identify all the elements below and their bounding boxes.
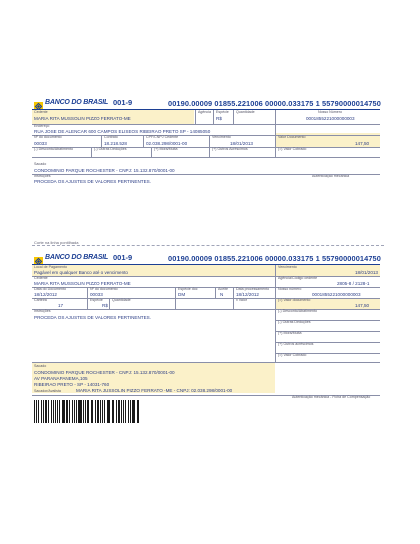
- instrucoes-value-slip: PROCEDA OS AJUSTES DE VALORES PERTINENTES.: [34, 315, 152, 320]
- instrucoes-label: Instruções: [34, 174, 51, 178]
- agencia-codigo-value: 2805-8 / 2128-1: [337, 281, 370, 286]
- col-rule: [275, 110, 276, 124]
- barcode-bar: [139, 400, 140, 423]
- data-processamento-label: Data processamento: [236, 287, 270, 291]
- col-rule: [209, 135, 210, 147]
- nosso-numero-label-slip: Nosso número: [278, 287, 302, 291]
- nosso-numero-value-slip: 0001855221000000003: [312, 292, 361, 297]
- col-rule: [101, 135, 102, 147]
- vencimento-value: 18/01/2013: [230, 141, 253, 146]
- especie-doc-value: DM: [178, 292, 186, 297]
- cedente-value: MARIA RITA MUSSOLIN PIZZO FERRATO-ME: [34, 116, 131, 121]
- bank-symbol-icon: [34, 98, 43, 107]
- sacado-value: CONDOMINIO PARQUE ROCHESTER - CNPJ: 15.132.870/0001-00: [34, 168, 175, 173]
- col-rule: [175, 287, 176, 309]
- outras-deducoes-label-slip: (-) Outras Deduções: [278, 320, 311, 324]
- valor-cobrado-label-slip: (=) Valor Cobrado: [278, 353, 307, 357]
- autenticacao-label-slip: Autenticação mecânica - Ficha de Compensação: [292, 395, 371, 399]
- sacado-line-3: RIBEIRAO PRETO - SP - 14031-760: [34, 382, 110, 387]
- col-rule: [151, 147, 152, 157]
- instrucoes-value: PROCEDA OS AJUSTES DE VALORES PERTINENTES.: [34, 179, 152, 184]
- aceite-value: N: [220, 292, 224, 297]
- num-documento-label: Nº do documento: [34, 135, 62, 139]
- nosso-numero-value: 0001855221000000003: [306, 116, 355, 121]
- quantidade-label: Quantidade: [236, 110, 255, 114]
- valor-documento-label-slip: (=) Valor documento: [278, 298, 311, 302]
- cedente-label-slip: Cedente: [34, 276, 48, 280]
- col-rule: [215, 287, 216, 298]
- sacado-label-slip: Sacado: [34, 364, 47, 368]
- bank-logo-slip: [34, 252, 108, 263]
- especie-value-slip: R$: [102, 303, 108, 308]
- bank-symbol-icon: [34, 253, 43, 262]
- agencia-label: Agência: [198, 110, 211, 114]
- sacador-avalista-label: Sacador/Avalista: [34, 389, 61, 393]
- sacado-label: Sacado: [34, 162, 47, 166]
- valor-documento-value: 147,50: [355, 141, 370, 146]
- col-rule: [195, 110, 196, 124]
- bank-logo: [34, 97, 108, 108]
- col-rule: [233, 110, 234, 124]
- outros-acrescimos-label: (+) Outros Acréscimos: [212, 147, 248, 151]
- row-rule: [32, 157, 380, 158]
- endereco-value: RUA JOSE DE ALENCAR 600 CAMPOS ELISEOS RIBEIRAO PRETO SP - 14085050: [34, 129, 211, 134]
- outras-deducoes-label: (-) Outras Deduções: [94, 147, 127, 151]
- row-rule: [32, 174, 380, 175]
- digitable-line: 00190.00009 01855.221006 00000.033175 1 55790000014750: [168, 99, 381, 108]
- cpf-cnpj-label: CPF/CNPJ Cedente: [146, 135, 179, 139]
- row-rule: [32, 298, 380, 299]
- data-documento-label: Data do Documento: [34, 287, 66, 291]
- digitable-line-slip: 00190.00009 01855.221006 00000.033175 1 55790000014750: [168, 254, 381, 263]
- especie-value: R$: [216, 116, 222, 121]
- barcode: [34, 400, 240, 423]
- desconto-label: (-) Desconto/Abatimento: [34, 147, 73, 151]
- col-rule: [275, 265, 276, 362]
- contrato-value: 18.218.528: [104, 141, 127, 146]
- vencimento-label-slip: Vencimento: [278, 265, 297, 269]
- valor-label: x Valor: [236, 298, 247, 302]
- especie-label: Espécie: [216, 110, 229, 114]
- nosso-numero-label: Nosso Número: [318, 110, 342, 114]
- instrucoes-label-slip: Instruções: [34, 309, 51, 313]
- col-rule: [91, 147, 92, 157]
- data-documento-value: 18/12/2012: [34, 292, 57, 297]
- endereco-label: Endereço: [34, 124, 50, 128]
- row-rule: [32, 147, 380, 148]
- cpf-cnpj-value: 02.038.298/0001-00: [146, 141, 188, 146]
- carteira-label: Carteira: [34, 298, 47, 302]
- especie-label-slip: Espécie: [90, 298, 103, 302]
- desconto-label-slip: (-) Desconto/Abatimento: [278, 309, 317, 313]
- cut-line-label: Corte na linha pontilhada: [34, 240, 79, 245]
- local-pagamento-label: Local de Pagamento: [34, 265, 67, 269]
- valor-documento-label: Valor Documento: [278, 135, 306, 139]
- aceite-label: Aceite: [218, 287, 228, 291]
- carteira-value: 17: [58, 303, 64, 308]
- row-rule: [32, 276, 380, 277]
- bank-name-slip: BANCO DO BRASIL: [45, 254, 109, 261]
- row-rule: [32, 309, 380, 310]
- cut-line: [32, 245, 384, 246]
- col-rule: [143, 135, 144, 147]
- mora-multa-label: (+) Mora/Multa: [154, 147, 178, 151]
- mora-multa-label-slip: (+) Mora/Multa: [278, 331, 302, 335]
- especie-doc-label: Espécie doc: [178, 287, 198, 291]
- cedente-label: Cedente: [34, 110, 48, 114]
- vencimento-value-slip: 18/01/2013: [355, 270, 378, 275]
- col-rule: [275, 147, 276, 157]
- col-rule: [275, 124, 276, 147]
- sacador-avalista-value: MARIA RITA JUSSOLIN PIZZO FERRATO -ME - CNPJ: 02.038.298/0001-00: [76, 388, 233, 393]
- data-processamento-value: 18/12/2012: [236, 292, 259, 297]
- num-documento-value: 00033: [34, 141, 47, 146]
- autenticacao-label: Autenticação mecânica: [312, 174, 350, 178]
- valor-documento-value-slip: 147,50: [355, 303, 370, 308]
- num-documento-label-slip: Nº do documento: [90, 287, 118, 291]
- bank-code-slip: 001-9: [113, 253, 133, 262]
- sacado-line-1: CONDOMINIO PARQUE ROCHESTER - CNPJ: 15.132.870/0001-00: [34, 370, 175, 375]
- cedente-value-slip: MARIA RITA MUSSOLIN PIZZO FERRATO-ME: [34, 281, 131, 286]
- col-rule: [87, 287, 88, 309]
- col-rule: [109, 298, 110, 309]
- agencia-codigo-label: Agência/Código cedente: [278, 276, 318, 280]
- bank-code: 001-9: [113, 98, 133, 107]
- valor-cobrado-label: (=) Valor Cobrado: [278, 147, 307, 151]
- sacado-line-2: AV PARANAPANEMA,105: [34, 376, 88, 381]
- bank-name: BANCO DO BRASIL: [45, 99, 109, 106]
- outros-acrescimos-label-slip: (+) Outros acréscimos: [278, 342, 314, 346]
- local-pagamento-value: Pagável em qualquer Banco até o vencimento: [34, 270, 128, 275]
- col-rule: [209, 147, 210, 157]
- row-rule: [32, 287, 380, 288]
- contrato-label: Contrato: [104, 135, 118, 139]
- vencimento-label: Vencimento: [212, 135, 231, 139]
- row-rule: [32, 124, 380, 125]
- row-rule: [32, 135, 380, 136]
- num-documento-value-slip: 00033: [90, 292, 103, 297]
- col-rule: [213, 110, 214, 124]
- col-rule: [233, 287, 234, 309]
- quantidade-label-slip: Quantidade: [112, 298, 131, 302]
